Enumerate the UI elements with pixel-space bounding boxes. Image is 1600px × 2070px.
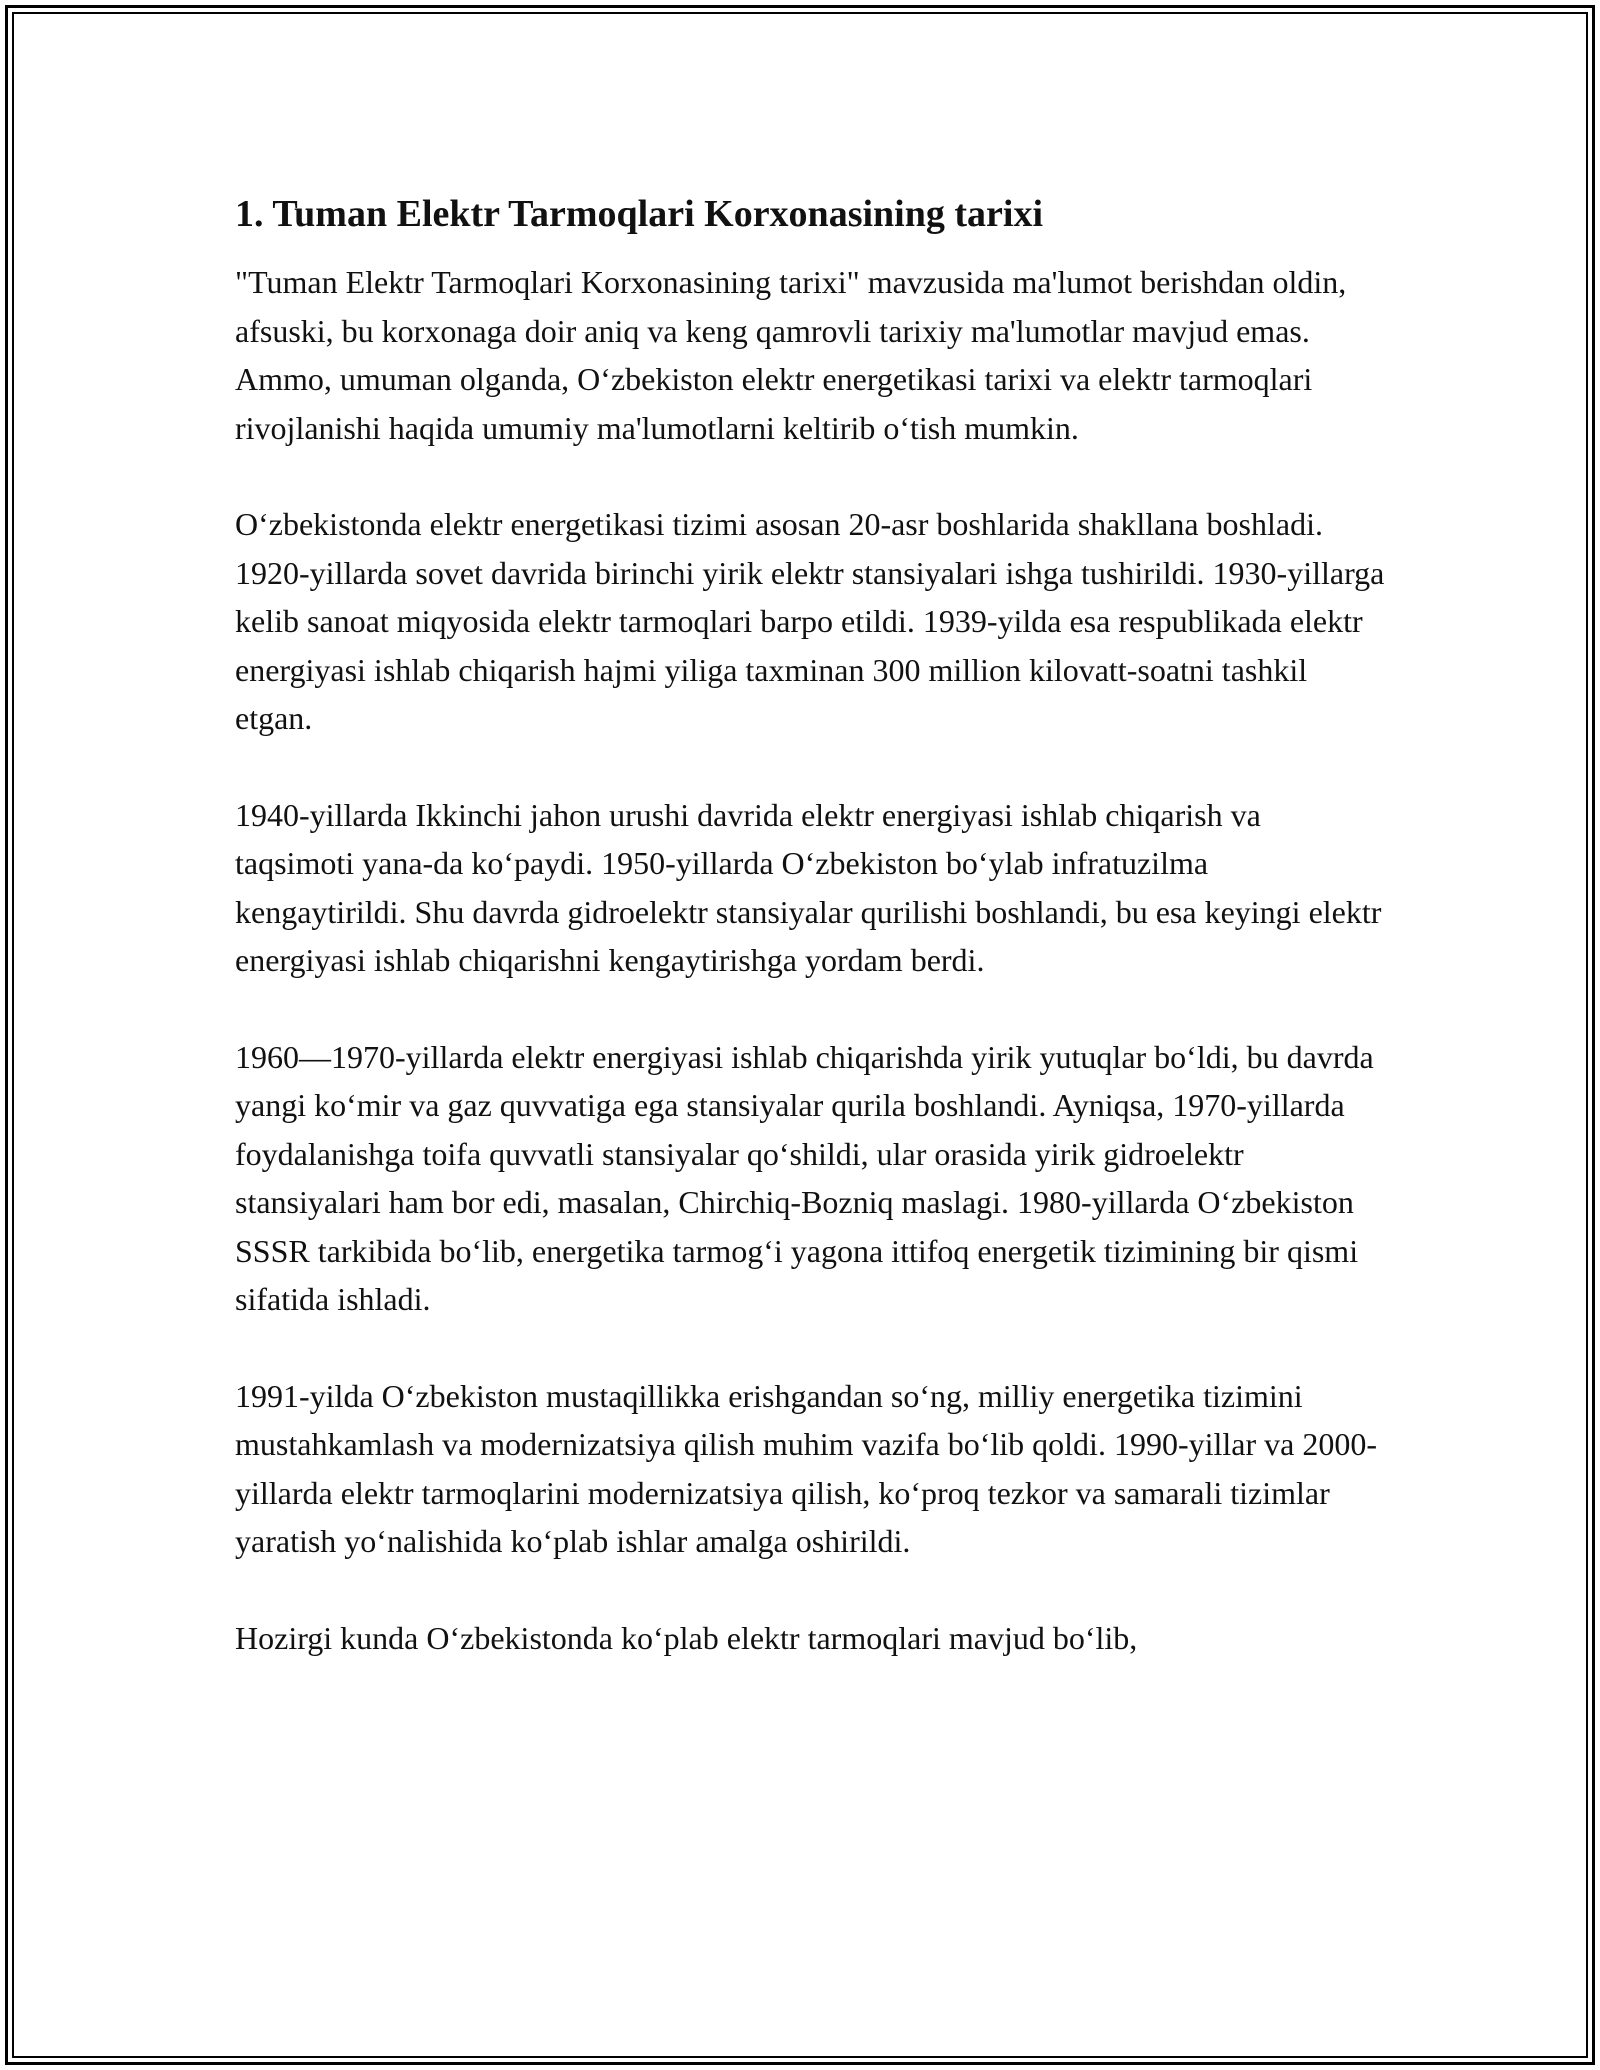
paragraph-1940s-1950s: 1940-yillarda Ikkinchi jahon urushi davrida elektr energiyasi ishlab chiqarish va taqsimoti yana-da ko‘paydi. 1950-yillarda O‘zbekiston bo‘ylab infratuzilma kengaytirildi. Shu davrda gidroelektr stansiyalar qurilishi boshlandi, bu esa keyingi elektr energiyasi ishlab chiqarishni kengaytirishga yordam berdi. [235, 796, 1382, 978]
paragraph-early-history: O‘zbekistonda elektr energetikasi tizimi asosan 20-asr boshlarida shakllana boshladi. 1920-yillarda sovet davrida birinchi yirik elektr stansiyalari ishga tushirildi. 1930-yillarga kelib sanoat miqyosida elektr tarmoqlari barpo etildi. 1939-yilda esa respublikada elektr energiyasi ishlab chiqarish hajmi yiliga taxminan 300 million kilovatt-soatni tashkil etgan. [235, 506, 1385, 736]
paragraph-independence: 1991-yilda O‘zbekiston mustaqillikka erishgandan so‘ng, milliy energetika tizimini mustahkamlash va modernizatsiya qilish muhim vazifa bo‘lib qoldi. 1990-yillar va 2000-yillarda elektr tarmoqlarini modernizatsiya qilish, ko‘proq tezkor va samarali tizimlar yaratish yo‘nalishida ko‘plab ishlar amalga oshirildi. [235, 1377, 1377, 1559]
paragraph-intro: "Tuman Elektr Tarmoqlari Korxonasining tarixi" mavzusida ma'lumot berishdan oldin, afsuski, bu korxonaga doir aniq va keng qamrovli tarixiy ma'lumotlar mavjud emas. Ammo, umuman olganda, O‘zbekiston elektr energetikasi tarixi va elektr tarmoqlari rivojlanishi haqida umumiy ma'lumotlarni keltirib o‘tish mumkin. [235, 264, 1347, 446]
section-heading: 1. Tuman Elektr Tarmoqlari Korxonasining tarixi [235, 193, 1044, 235]
document-page [235, 188, 1385, 1710]
paragraph-1960s-1980s: 1960—1970-yillarda elektr energiyasi ishlab chiqarishda yirik yutuqlar bo‘ldi, bu davrda yangi ko‘mir va gaz quvvatiga ega stansiyalar qurila boshlandi. Ayniqsa, 1970-yillarda foydalanishga toifa quvvatli stansiyalar qo‘shildi, ular orasida yirik gidroelektr stansiyalari ham bor edi, masalan, Chirchiq-Bozniq maslagi. 1980-yillarda O‘zbekiston SSSR tarkibida bo‘lib, energetika tarmog‘i yagona ittifoq energetik tizimining bir qismi sifatida ishladi. [235, 1038, 1374, 1317]
paragraph-present: Hozirgi kunda O‘zbekistonda ko‘plab elektr tarmoqlari mavjud bo‘lib, [235, 1619, 1138, 1656]
